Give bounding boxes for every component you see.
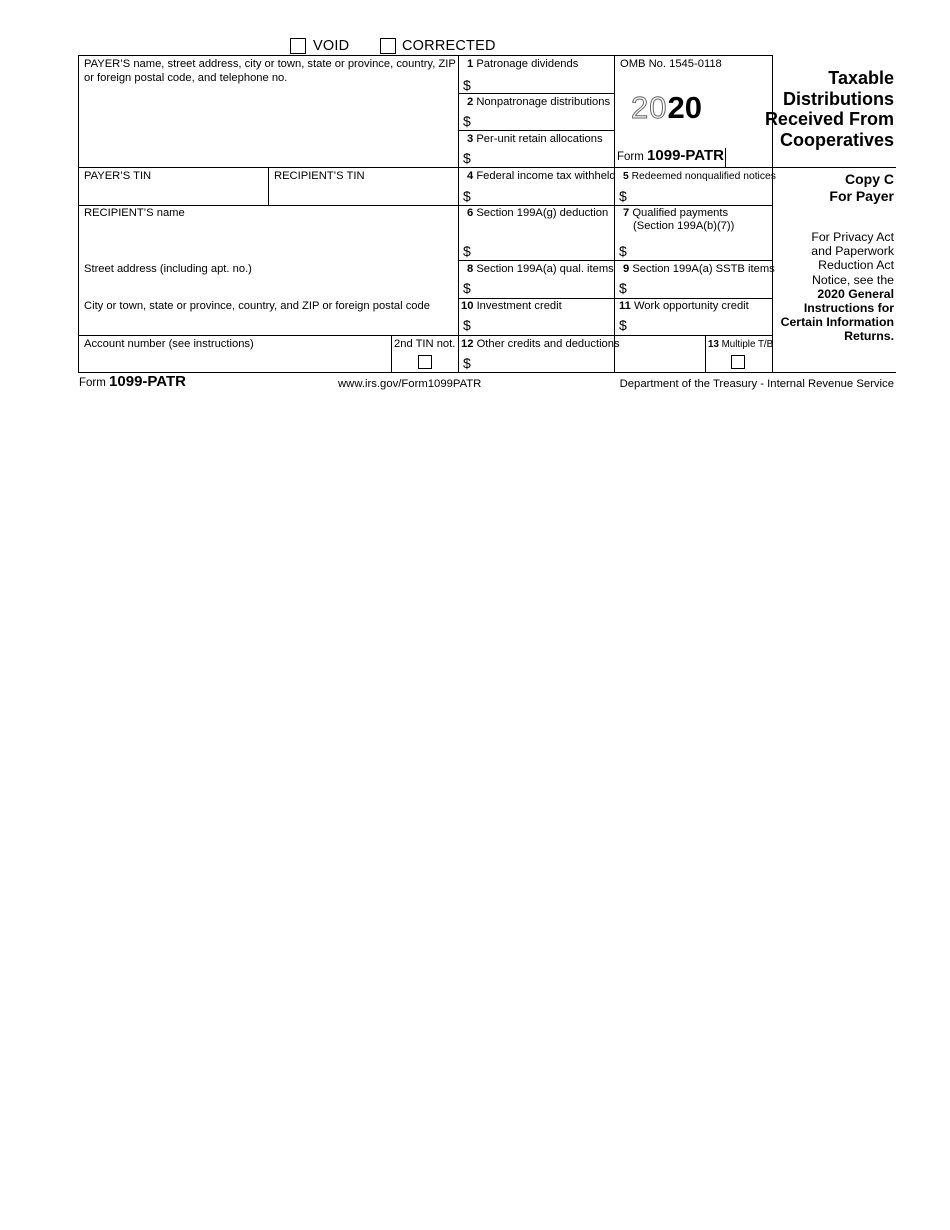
city-field[interactable] — [80, 314, 456, 334]
form-name-header: Form 1099-PATR — [617, 147, 725, 164]
void-label: VOID — [313, 38, 350, 54]
account-number-label: Account number (see instructions) — [84, 338, 254, 350]
recipient-name-label: RECIPIENT’S name — [84, 207, 185, 219]
payer-name-label: PAYER’S name, street address, city or town, state or province, country, ZIP — [84, 58, 456, 70]
box6-dollar: $ — [463, 243, 471, 259]
corrected-checkbox[interactable] — [380, 38, 396, 54]
box2-label: 2 Nonpatronage distributions — [467, 96, 611, 108]
box13-label: 13 Multiple T/B — [708, 339, 774, 350]
box8-label: 8 Section 199A(a) qual. items — [467, 263, 614, 275]
payer-tin-label: PAYER’S TIN — [84, 170, 152, 182]
box7-field[interactable] — [630, 240, 770, 259]
box5-dollar: $ — [619, 188, 627, 204]
account-number-field[interactable] — [80, 352, 389, 371]
box2-field[interactable] — [474, 111, 612, 129]
city-label: City or town, state or province, country, and ZIP or foreign postal code — [84, 300, 430, 312]
recipient-tin-field[interactable] — [270, 184, 456, 204]
box10-label: 10 Investment credit — [461, 300, 562, 312]
box11-field[interactable] — [630, 315, 770, 334]
copy-designation: Copy C For Payer — [829, 171, 894, 204]
box4-field[interactable] — [474, 186, 612, 204]
street-address-label: Street address (including apt. no.) — [84, 263, 252, 275]
box3-field[interactable] — [474, 148, 612, 166]
box1-label: 1 Patronage dividends — [467, 58, 579, 70]
box11-dollar: $ — [619, 317, 627, 333]
box12-label: 12 Other credits and deductions — [461, 338, 620, 350]
irs-url: www.irs.gov/Form1099PATR — [338, 378, 482, 390]
recipient-tin-label: RECIPIENT’S TIN — [274, 170, 365, 182]
box7-label: 7 Qualified payments — [623, 207, 729, 219]
second-tin-checkbox[interactable] — [418, 355, 432, 369]
box2-dollar: $ — [463, 113, 471, 129]
payer-name-field[interactable] — [80, 86, 456, 166]
box13-checkbox[interactable] — [731, 355, 745, 369]
form-title: Taxable Distributions Received From Cooperatives — [764, 68, 894, 150]
privacy-act-notice: For Privacy Act and Paperwork Reduction Act Notice, see the 2020 General Instructions for Certain Information Returns. — [780, 230, 894, 344]
omb-number: OMB No. 1545-0118 — [620, 58, 722, 70]
payer-name-label-cont: or foreign postal code, and telephone no. — [84, 72, 288, 84]
box5-label: 5 Redeemed nonqualified notices — [623, 171, 776, 182]
recipient-name-field[interactable] — [80, 222, 456, 260]
box11-label: 11 Work opportunity credit — [619, 300, 749, 312]
second-tin-label: 2nd TIN not. — [394, 338, 456, 350]
corrected-label: CORRECTED — [402, 38, 496, 54]
box7-label-cont: (Section 199A(b)(7)) — [633, 220, 735, 232]
payer-tin-field[interactable] — [80, 184, 266, 204]
void-checkbox[interactable] — [290, 38, 306, 54]
box9-label: 9 Section 199A(a) SSTB items — [623, 263, 775, 275]
box1-dollar: $ — [463, 77, 471, 93]
box4-dollar: $ — [463, 188, 471, 204]
box4-label: 4 Federal income tax withheld — [467, 170, 616, 182]
box7-dollar: $ — [619, 243, 627, 259]
box3-dollar: $ — [463, 150, 471, 166]
tax-year: 2020 — [631, 90, 702, 125]
box12-field[interactable] — [474, 353, 703, 371]
box5-field[interactable] — [630, 186, 770, 204]
box9-field[interactable] — [630, 278, 770, 297]
box3-label: 3 Per-unit retain allocations — [467, 133, 603, 145]
box1-field[interactable] — [474, 74, 612, 92]
box6-field[interactable] — [474, 240, 612, 259]
department-label: Department of the Treasury - Internal Revenue Service — [619, 378, 894, 390]
box12-dollar: $ — [463, 355, 471, 371]
box10-field[interactable] — [474, 315, 612, 334]
box9-dollar: $ — [619, 280, 627, 296]
street-address-field[interactable] — [80, 277, 456, 297]
box8-dollar: $ — [463, 280, 471, 296]
form-name-footer: Form 1099-PATR — [79, 373, 187, 390]
box10-dollar: $ — [463, 317, 471, 333]
box6-label: 6 Section 199A(g) deduction — [467, 207, 609, 219]
box8-field[interactable] — [474, 278, 612, 297]
